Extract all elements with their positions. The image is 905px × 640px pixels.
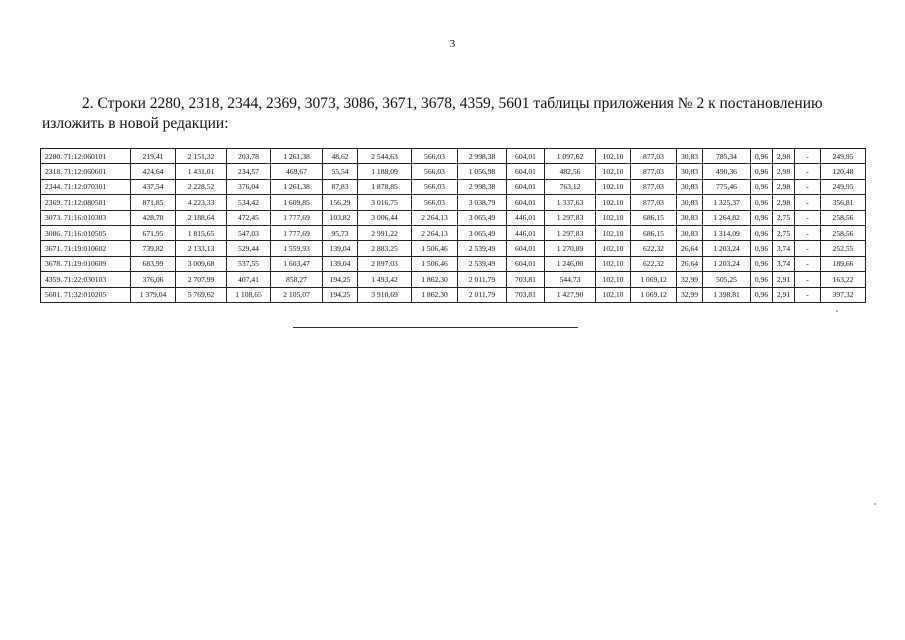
table-cell: 258,56 (821, 225, 866, 240)
table-cell: 102,10 (596, 210, 631, 225)
table-cell: 2 264,13 (412, 225, 458, 240)
table-row (41, 241, 866, 256)
table-cell: 858,27 (271, 272, 323, 287)
row-code-cell: 3073. 71:16:010303 (41, 210, 131, 225)
table-row (41, 164, 866, 179)
table-cell: 95,73 (323, 225, 358, 240)
table-cell: 2,91 (773, 272, 795, 287)
table-cell: 1 325,37 (703, 195, 751, 210)
table-cell: 604,01 (507, 179, 545, 194)
table-cell: 1 559,93 (271, 241, 323, 256)
row-code-cell: 3671. 71:19:010602 (41, 241, 131, 256)
data-table (40, 148, 866, 303)
table-cell: 249,95 (821, 179, 866, 194)
row-code-cell: 2280. 71:12:060101 (41, 149, 131, 164)
scan-speck (874, 503, 876, 505)
table-cell: 534,42 (227, 195, 271, 210)
table-row (41, 210, 866, 225)
table-cell: 446,01 (507, 210, 545, 225)
table-cell: 1 603,47 (271, 256, 323, 271)
table-cell: 0,96 (751, 210, 773, 225)
table-cell: - (795, 210, 821, 225)
table-cell: 2 544,63 (358, 149, 412, 164)
row-code-cell: 3086. 71:16:010505 (41, 225, 131, 240)
table-cell: 0,96 (751, 256, 773, 271)
table-cell: 604,01 (507, 195, 545, 210)
table-cell: 2 539,49 (458, 256, 507, 271)
table-cell: 30,83 (677, 195, 703, 210)
table-cell: 156,29 (323, 195, 358, 210)
paragraph (42, 94, 842, 134)
table-cell: 1 203,24 (703, 241, 751, 256)
table-cell: 2,91 (773, 287, 795, 302)
table-cell: 0,96 (751, 179, 773, 194)
table-cell: 407,41 (227, 272, 271, 287)
table-cell: 103,82 (323, 210, 358, 225)
table-cell: 1 427,90 (545, 287, 596, 302)
table-cell: 739,82 (131, 241, 176, 256)
table-cell: 3,74 (773, 256, 795, 271)
table-cell: 1 878,85 (358, 179, 412, 194)
table-cell: 547,03 (227, 225, 271, 240)
table-cell: 4 223,33 (176, 195, 227, 210)
table-cell: 424,64 (131, 164, 176, 179)
page-number: 3 (449, 38, 456, 50)
table-cell: 1 379,04 (131, 287, 176, 302)
table-cell: 2 264,13 (412, 210, 458, 225)
table-cell: 163,22 (821, 272, 866, 287)
table-cell: 26,64 (677, 256, 703, 271)
table-cell: 1 398,81 (703, 287, 751, 302)
table-cell: 469,67 (271, 164, 323, 179)
table-cell: 376,06 (131, 272, 176, 287)
table-cell: 604,01 (507, 164, 545, 179)
table-cell: 87,83 (323, 179, 358, 194)
table-cell: 2,98 (773, 195, 795, 210)
table-row (41, 225, 866, 240)
table-cell: 252,55 (821, 241, 866, 256)
table-cell: - (795, 164, 821, 179)
table-cell: 194,25 (323, 287, 358, 302)
table-cell: 2 998,38 (458, 179, 507, 194)
table-cell: - (795, 287, 821, 302)
table-cell: 194,25 (323, 272, 358, 287)
row-code-cell: 2369. 71:12:080501 (41, 195, 131, 210)
table-cell: 189,66 (821, 256, 866, 271)
table-cell: 877,03 (631, 195, 677, 210)
table-cell: 566,03 (412, 195, 458, 210)
table-cell: 871,85 (131, 195, 176, 210)
table-cell: 472,45 (227, 210, 271, 225)
table-cell: 0,96 (751, 195, 773, 210)
table-cell: 102,10 (596, 256, 631, 271)
table-cell: 397,32 (821, 287, 866, 302)
table-cell: 2 133,13 (176, 241, 227, 256)
table-cell: 0,96 (751, 149, 773, 164)
table-cell: 102,10 (596, 149, 631, 164)
table-cell: - (795, 241, 821, 256)
table-cell: 376,04 (227, 179, 271, 194)
table-cell: 877,03 (631, 179, 677, 194)
table-cell: 537,55 (227, 256, 271, 271)
table-cell: 1 506,46 (412, 241, 458, 256)
table-row (41, 179, 866, 194)
table-cell: 0,96 (751, 225, 773, 240)
row-code-cell: 4359. 71:22:030103 (41, 272, 131, 287)
table-cell: 1 862,30 (412, 272, 458, 287)
table-cell: 2,98 (773, 149, 795, 164)
table-cell: 356,81 (821, 195, 866, 210)
table-cell: 529,44 (227, 241, 271, 256)
table-cell: 258,56 (821, 210, 866, 225)
table-cell: 2 105,07 (271, 287, 323, 302)
table-cell: 683,99 (131, 256, 176, 271)
table-cell: 2 011,79 (458, 287, 507, 302)
table-cell: 1 246,00 (545, 256, 596, 271)
table-cell: 1 815,65 (176, 225, 227, 240)
table-cell: 1 777,69 (271, 225, 323, 240)
table-cell: 1 108,65 (227, 287, 271, 302)
table-cell: 1 777,69 (271, 210, 323, 225)
table-cell: 482,56 (545, 164, 596, 179)
table-cell: 703,81 (507, 287, 545, 302)
table-cell: 3,74 (773, 241, 795, 256)
table-cell: 1 097,62 (545, 149, 596, 164)
table-cell: 234,57 (227, 164, 271, 179)
table-cell: 1 431,01 (176, 164, 227, 179)
scan-speck (836, 310, 838, 312)
table-cell: 102,10 (596, 272, 631, 287)
table-cell: 2,75 (773, 210, 795, 225)
table-cell: 2 539,49 (458, 241, 507, 256)
table-cell: 3 038,79 (458, 195, 507, 210)
table-cell: 1 056,98 (458, 164, 507, 179)
table-cell: 566,03 (412, 164, 458, 179)
row-code-cell: 3678. 71:19:010609 (41, 256, 131, 271)
table-cell: 1 264,82 (703, 210, 751, 225)
table-cell: 30,83 (677, 210, 703, 225)
table-row (41, 195, 866, 210)
table-cell: 1 493,42 (358, 272, 412, 287)
table-cell: 30,83 (677, 179, 703, 194)
table-cell: 775,46 (703, 179, 751, 194)
table-cell: 1 862,30 (412, 287, 458, 302)
table-cell: 203,78 (227, 149, 271, 164)
table-cell: 566,03 (412, 149, 458, 164)
table-cell: 1 314,09 (703, 225, 751, 240)
table-cell: 0,96 (751, 241, 773, 256)
table-cell: 2 151,32 (176, 149, 227, 164)
row-code-cell: 5601. 71:32:010205 (41, 287, 131, 302)
table-cell: 0,96 (751, 272, 773, 287)
table-cell: 437,54 (131, 179, 176, 194)
table-cell: 1 270,89 (545, 241, 596, 256)
table-cell: 1 609,85 (271, 195, 323, 210)
table-cell: 505,25 (703, 272, 751, 287)
table-cell: - (795, 256, 821, 271)
table-cell: 2,75 (773, 225, 795, 240)
table-cell: 55,54 (323, 164, 358, 179)
table-cell: 703,81 (507, 272, 545, 287)
table-cell: - (795, 195, 821, 210)
table-cell: 139,04 (323, 256, 358, 271)
table-cell: - (795, 149, 821, 164)
table-cell: 544,73 (545, 272, 596, 287)
table-cell: 428,70 (131, 210, 176, 225)
table-cell: 102,10 (596, 287, 631, 302)
table-cell: 139,04 (323, 241, 358, 256)
table-cell: 0,96 (751, 164, 773, 179)
table-cell: 566,03 (412, 179, 458, 194)
table-cell: 102,10 (596, 179, 631, 194)
table-cell: 1 297,83 (545, 210, 596, 225)
table-cell: 1 069,12 (631, 272, 677, 287)
table-cell: 3 006,44 (358, 210, 412, 225)
table-cell: 2,98 (773, 164, 795, 179)
table-cell: 622,32 (631, 241, 677, 256)
table-cell: 2 707,99 (176, 272, 227, 287)
table-cell: 102,10 (596, 225, 631, 240)
table-cell: 30,83 (677, 225, 703, 240)
table-cell: 2 897,03 (358, 256, 412, 271)
table-cell: 5 769,62 (176, 287, 227, 302)
table-cell: 120,48 (821, 164, 866, 179)
table-cell: 2 188,64 (176, 210, 227, 225)
table-cell: 1 069,12 (631, 287, 677, 302)
table-cell: 446,01 (507, 225, 545, 240)
table-cell: 48,62 (323, 149, 358, 164)
table-cell: 32,99 (677, 272, 703, 287)
paragraph-text: 2. Строки 2280, 2318, 2344, 2369, 3073, 3086, 3671, 3678, 4359, 5601 таблицы приложения № 2 к постановлению изложить в новой редакции: (42, 95, 823, 132)
table-cell: 3 009,68 (176, 256, 227, 271)
table-cell: 30,83 (677, 164, 703, 179)
table-cell: 785,34 (703, 149, 751, 164)
table-cell: 3 910,69 (358, 287, 412, 302)
table-row (41, 287, 866, 302)
table-cell: 219,41 (131, 149, 176, 164)
table-cell: - (795, 179, 821, 194)
table-cell: 2 011,79 (458, 272, 507, 287)
table-cell: 2,98 (773, 179, 795, 194)
table-cell: 1 261,38 (271, 149, 323, 164)
table-cell: 3 065,49 (458, 225, 507, 240)
table-cell: 604,01 (507, 149, 545, 164)
table-cell: 604,01 (507, 241, 545, 256)
table-row (41, 256, 866, 271)
table-cell: 26,64 (677, 241, 703, 256)
table-cell: - (795, 225, 821, 240)
table-body (41, 149, 866, 303)
table-cell: 1 261,38 (271, 179, 323, 194)
table-cell: 1 337,63 (545, 195, 596, 210)
table-cell: 2 883,25 (358, 241, 412, 256)
table-cell: 0,96 (751, 287, 773, 302)
table-cell: 102,10 (596, 241, 631, 256)
table-cell: 1 297,83 (545, 225, 596, 240)
row-code-cell: 2318. 71:12:060601 (41, 164, 131, 179)
table-cell: 671,95 (131, 225, 176, 240)
table-cell: 32,99 (677, 287, 703, 302)
table-cell: 1 203,24 (703, 256, 751, 271)
table-cell: 30,83 (677, 149, 703, 164)
table-cell: 490,36 (703, 164, 751, 179)
table-cell: 249,95 (821, 149, 866, 164)
table-cell: 877,03 (631, 164, 677, 179)
table-cell: 877,03 (631, 149, 677, 164)
table-cell: 2 998,38 (458, 149, 507, 164)
table-cell: 686,15 (631, 210, 677, 225)
table-row (41, 149, 866, 164)
table-cell: - (795, 272, 821, 287)
table-cell: 686,15 (631, 225, 677, 240)
table-cell: 102,10 (596, 164, 631, 179)
table-cell: 1 506,46 (412, 256, 458, 271)
table-cell: 1 188,09 (358, 164, 412, 179)
table-cell: 2 991,22 (358, 225, 412, 240)
table-cell: 3 065,49 (458, 210, 507, 225)
separator-rule (293, 327, 578, 328)
table-cell: 763,12 (545, 179, 596, 194)
table-cell: 622,32 (631, 256, 677, 271)
table-cell: 3 016,75 (358, 195, 412, 210)
table-row (41, 272, 866, 287)
table-cell: 2 228,52 (176, 179, 227, 194)
table-cell: 604,01 (507, 256, 545, 271)
table-cell: 102,10 (596, 195, 631, 210)
row-code-cell: 2344. 71:12:070301 (41, 179, 131, 194)
